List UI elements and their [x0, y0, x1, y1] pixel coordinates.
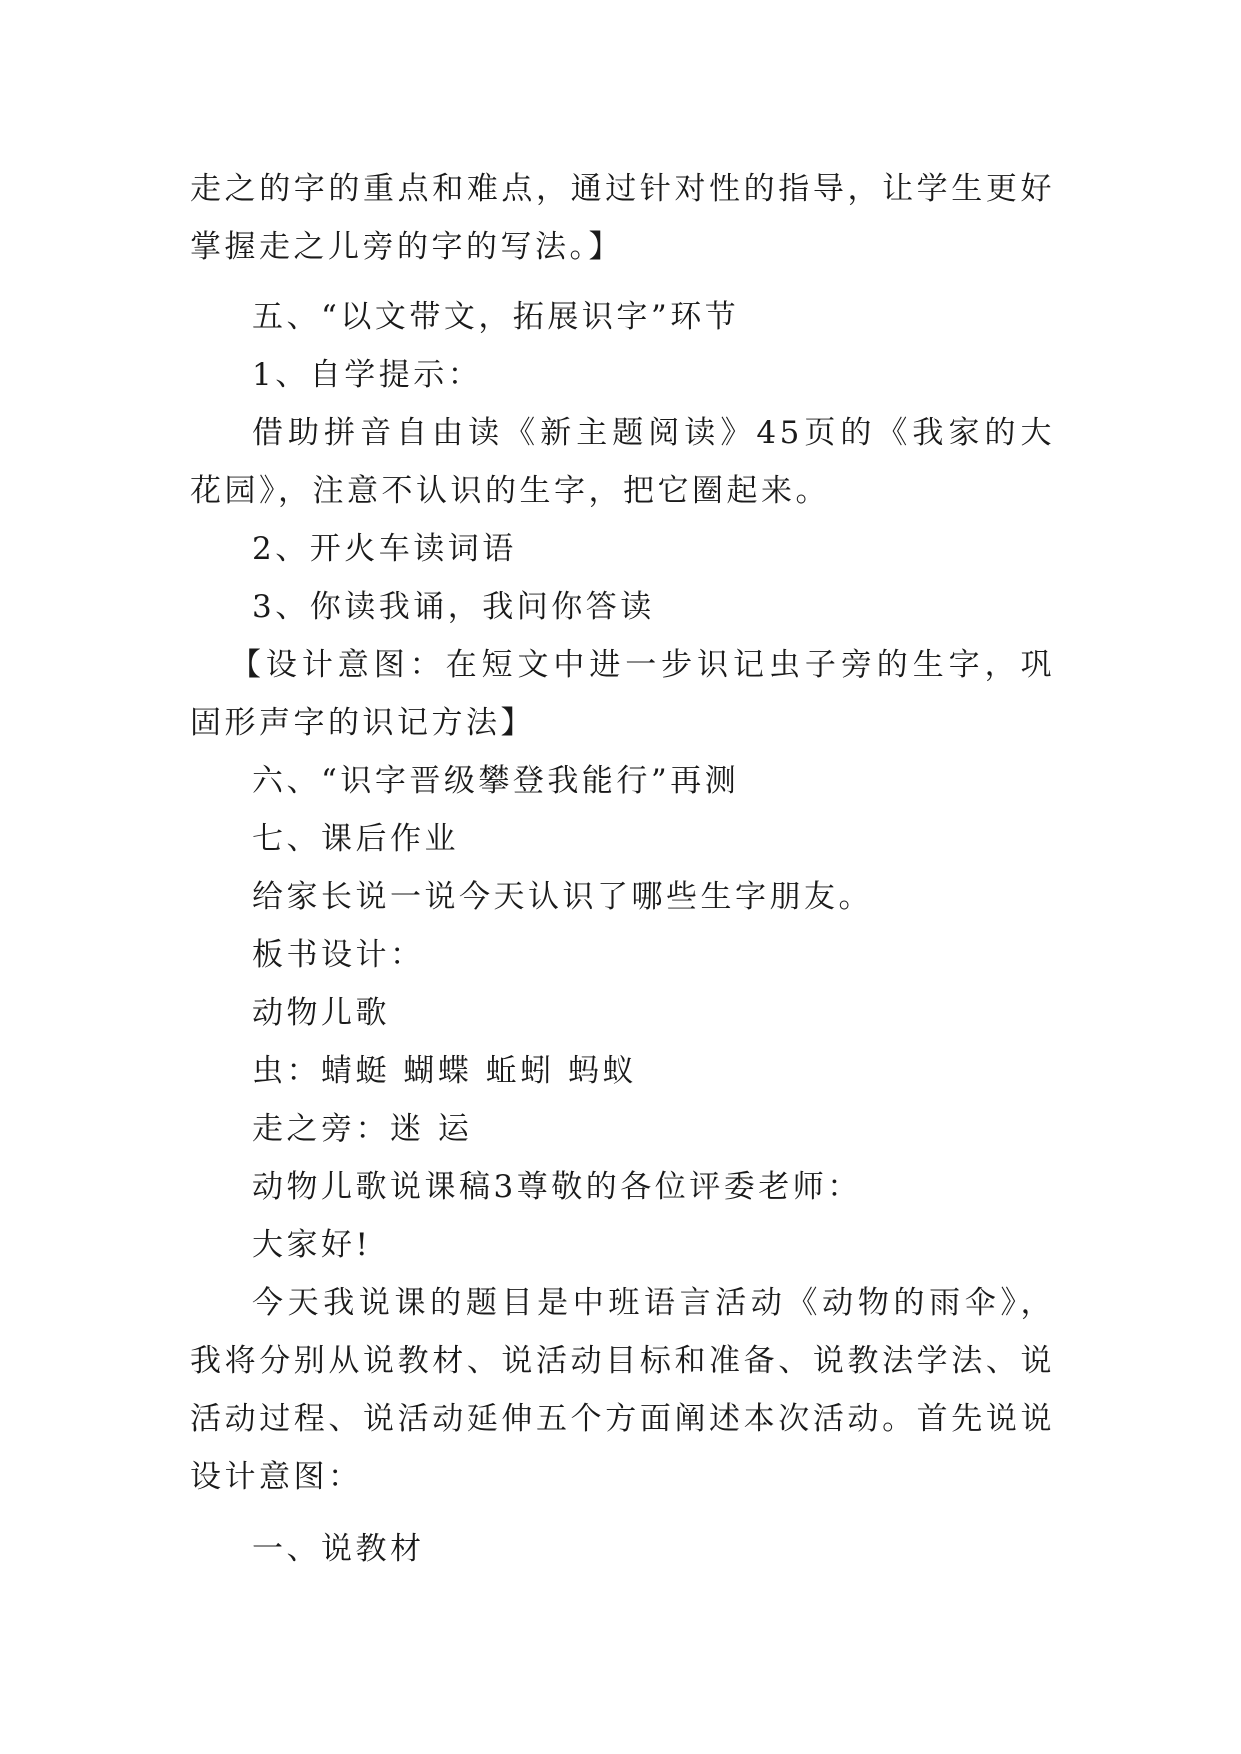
- list-item: 1、自学提示：: [252, 357, 483, 393]
- board-design-label: 板书设计：: [252, 937, 425, 973]
- section-heading: 一、说教材: [252, 1531, 425, 1567]
- design-intent-note: 【设计意图：在短文中进一步识记虫子旁的生字，巩固形声字的识记方法】: [190, 647, 1055, 741]
- board-design-line: 虫：蜻蜓 蝴蝶 蚯蚓 蚂蚁: [252, 1053, 638, 1089]
- board-design-line: 走之旁：迷 运: [252, 1111, 473, 1147]
- section-heading: 六、“识字晋级攀登我能行”再测: [252, 763, 740, 799]
- paragraph: 动物儿歌说课稿3尊敬的各位评委老师：: [252, 1169, 862, 1205]
- paragraph: 今天我说课的题目是中班语言活动《动物的雨伞》，我将分别从说教材、说活动目标和准备、说教法学法、说活动过程、说活动延伸五个方面阐述本次活动。首先说说设计意图：: [190, 1285, 1055, 1495]
- section-heading: 五、“以文带文，拓展识字”环节: [252, 299, 740, 335]
- list-item: 3、你读我诵，我问你答读: [252, 589, 655, 625]
- document-body: [190, 160, 1055, 1578]
- paragraph: 给家长说一说今天认识了哪些生字朋友。: [252, 879, 873, 915]
- list-item: 2、开火车读词语: [252, 531, 517, 567]
- section-heading: 七、课后作业: [252, 821, 459, 857]
- board-design-title: 动物儿歌: [252, 995, 390, 1031]
- greeting: 大家好!: [252, 1227, 372, 1263]
- paragraph: 借助拼音自由读《新主题阅读》45页的《我家的大花园》，注意不认识的生字，把它圈起来。: [190, 415, 1055, 509]
- paragraph: 走之的字的重点和难点，通过针对性的指导，让学生更好掌握走之儿旁的字的写法。】: [190, 171, 1055, 265]
